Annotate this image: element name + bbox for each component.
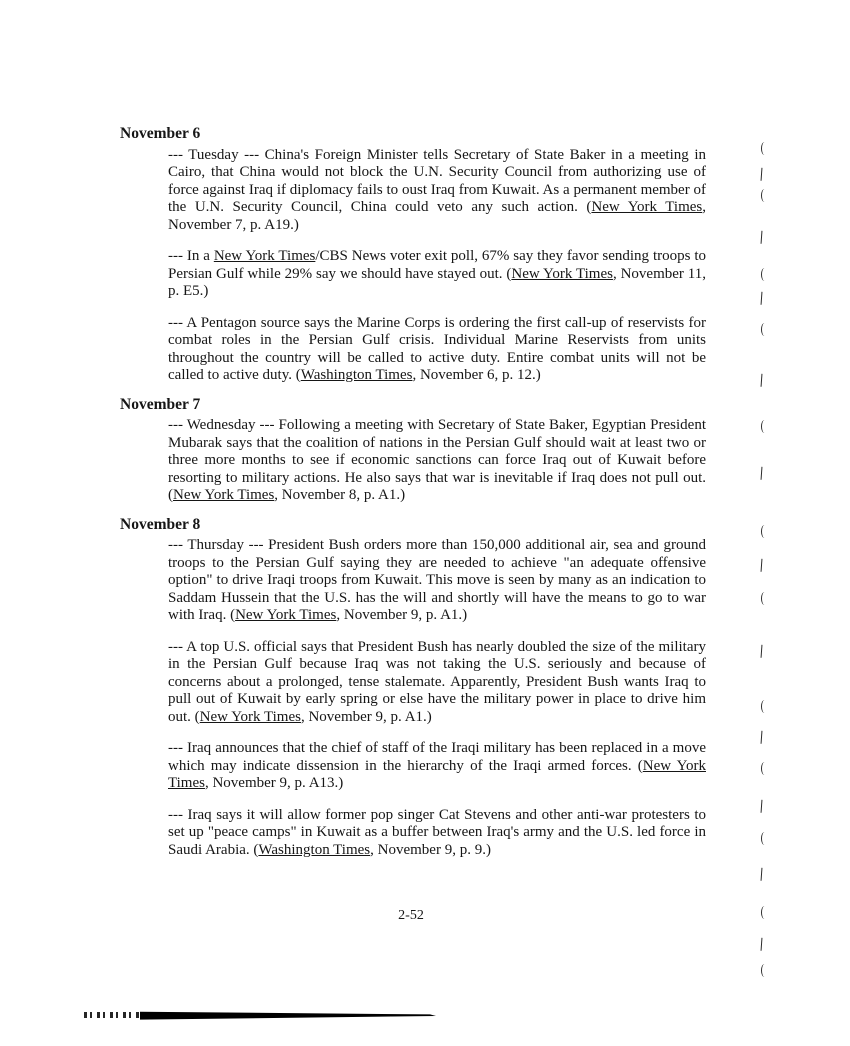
entry-paragraph [168,639,706,727]
entry-text: , November 8, p. A1.) [274,487,406,503]
entry-paragraph [168,315,706,385]
citation-source: Washington Times [300,367,413,383]
entry-text: , November 6, p. 12.) [412,367,541,383]
scan-artifact-mark [761,525,768,538]
entry-paragraph [168,537,706,625]
scan-artifact-mark [761,964,768,977]
entry-text: , November 7, p. A19.) [168,199,706,233]
scan-artifact-mark [761,142,768,155]
citation-source: New York Times [199,708,301,725]
scan-artifact-mark [761,731,769,744]
scan-artifact-mark [761,762,768,775]
entry-text: --- A Pentagon source says the Marine Corps is ordering the first call-up of reservists for combat roles in the Persian Gulf crisis. Individual Marine Reservists from units throughout the country will be called to active duty. Entire combat units will not be called to active duty. ( [168,314,706,383]
scan-artifact-mark [761,323,768,336]
scan-artifact-mark [761,800,769,813]
scan-smudge-bar [140,1011,436,1020]
scan-artifact-mark [761,374,769,387]
entry-paragraph [168,417,706,505]
citation-source: New York Times [591,199,703,215]
scan-artifact-mark [761,168,769,181]
citation-source: Washington Times [258,841,371,858]
section-heading: November 6 [120,125,201,142]
scan-artifact-mark [761,645,769,658]
scan-artifact-mark [761,559,769,572]
entry-paragraph [168,248,706,301]
scan-artifact-mark [761,231,769,244]
entry-text: --- Tuesday --- China's Foreign Minister tells Secretary of State Baker in a meeting in Cairo, that China would not block the U.N. Security Council from authorizing use of force against Iraq if diplomacy fails to oust Iraq from Kuwait. As a permanent member of the U.N. Security Council, China could veto any such action. ( [168,146,706,215]
citation-source: New York Times [173,487,275,503]
scan-artifact-mark [761,189,768,202]
entry-text: , November 9, p. A1.) [300,708,432,725]
document-page [120,125,706,859]
scan-artifact-mark [761,420,768,433]
entry-paragraph [168,147,706,235]
entry-paragraph [168,740,706,793]
entry-text: /CBS News voter exit poll, 67% say they favor sending troops to Persian Gulf while 29% say we should have stayed out. ( [168,248,706,282]
entry-paragraph [168,807,706,860]
scan-artifact-mark [761,292,769,305]
entry-text: --- Thursday --- President Bush orders more than 150,000 additional air, sea and ground troops to the Persian Gulf saying they are needed to achieve "an adequate offensive option" to drive Iraqi troops from Kuwait. This move is seen by many as an indication to Saddam Hussein that the U.S. has the will and shortly will have the means to go to war with Iraq. ( [168,537,706,623]
scan-artifact-mark [761,938,769,951]
entry-text: --- Iraq announces that the chief of staff of the Iraqi military has been replaced in a move which may indicate dissension in the hierarchy of the Iraqi armed forces. ( [168,740,706,774]
entry-text: , November 11, p. E5.) [168,265,706,299]
entry-text: --- Wednesday --- Following a meeting with Secretary of State Baker, Egyptian President Mubarak says that the coalition of nations in the Persian Gulf should wait at least two or three more months to see if economic sanctions can force Iraq out of Kuwait before resorting to military actions. He also says that war is inevitable if Iraq does not pull out. ( [168,417,706,503]
entry-text: , November 9, p. 9.) [370,841,491,858]
entry-text: --- Iraq says it will allow former pop singer Cat Stevens and other anti-war protesters to set up "peace camps" in Kuwait as a buffer between Iraq's army and the U.S. led force in Saudi Arabia. ( [168,806,706,858]
scan-smudge-specks [84,1012,141,1018]
entry-text: --- In a [168,248,214,264]
scan-artifact-mark [761,832,768,845]
entry-text: , November 9, p. A13.) [204,775,344,791]
entry-text: --- A top U.S. official says that President Bush has nearly doubled the size of the military in the Persian Gulf because Iraq was not taking the U.S. seriously and because of concerns about a prolonged, tense stalemate. Apparently, President Bush wants Iraq to pull out of Kuwait by early spring or else have the military power in place to drive him out. ( [168,638,706,725]
scan-artifact-mark [761,592,768,605]
scan-artifact-mark [761,700,768,713]
page-number: 2-52 [398,908,424,923]
scan-artifact-mark [761,868,769,881]
citation-source: New York Times [511,265,613,282]
citation-source: New York Times [213,248,316,264]
citation-source: New York Times [235,607,337,623]
entry-text: , November 9, p. A1.) [336,607,468,623]
section-heading: November 7 [120,395,201,413]
scan-artifact-mark [761,467,769,480]
citation-source: New York Times [168,757,706,791]
scan-artifact-mark [761,268,768,281]
section-heading: November 8 [120,515,201,533]
